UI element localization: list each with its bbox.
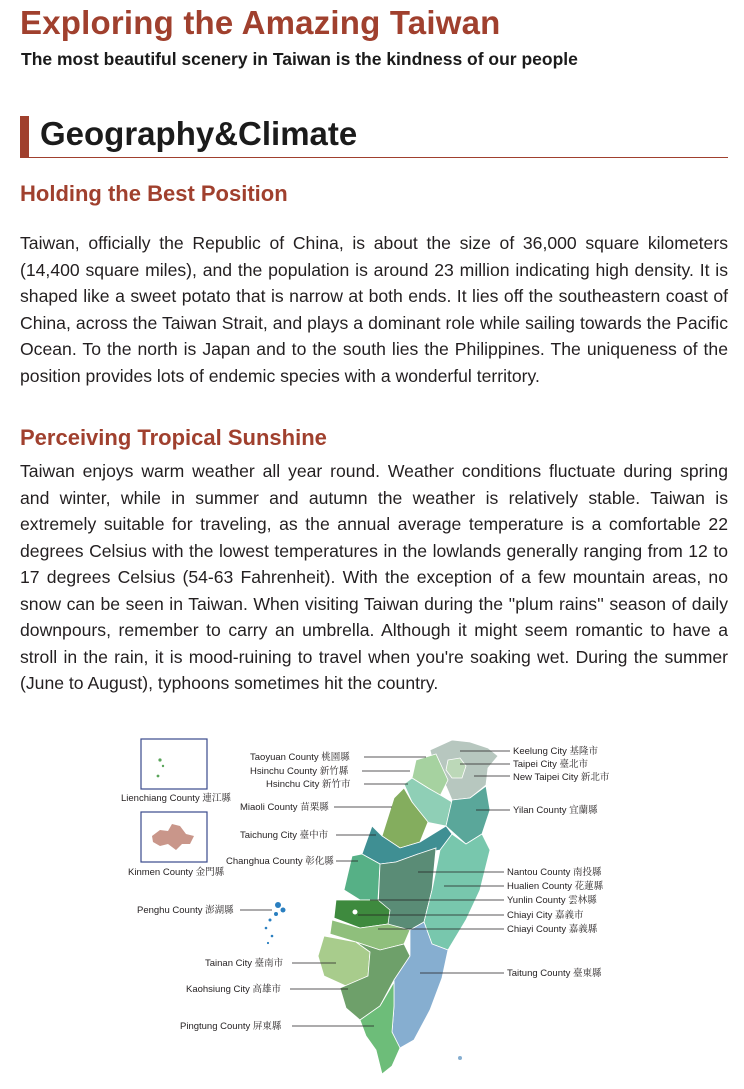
penghu-islands [265, 902, 286, 944]
lienchiang-island [157, 775, 160, 778]
map-svg [0, 730, 744, 1089]
map-label-taoyuan: Taoyuan County 桃園縣 [250, 752, 350, 763]
map-label-chiayi-city: Chiayi City 嘉義市 [507, 910, 584, 921]
map-label-yunlin: Yunlin County 雲林縣 [507, 895, 597, 906]
map-label-nantou: Nantou County 南投縣 [507, 867, 602, 878]
map-label-hsinchu-county: Hsinchu County 新竹縣 [250, 766, 349, 777]
map-label-chiayi-county: Chiayi County 嘉義縣 [507, 924, 598, 935]
map-label-yilan: Yilan County 宜蘭縣 [513, 805, 598, 816]
map-label-new-taipei: New Taipei City 新北市 [513, 772, 610, 783]
section-accent-bar [20, 116, 29, 157]
section-header [20, 115, 728, 158]
map-label-pingtung: Pingtung County 屏東縣 [180, 1021, 282, 1032]
map-label-taipei: Taipei City 臺北市 [513, 759, 588, 770]
map-label-keelung: Keelung City 基隆市 [513, 746, 599, 757]
inset-label-kinmen: Kinmen County 金門縣 [128, 867, 225, 878]
inset-label-lienchiang: Lienchiang County 連江縣 [121, 793, 231, 804]
page-title: Exploring the Amazing Taiwan [20, 4, 501, 41]
region-chiayi-city [352, 909, 358, 915]
climate-paragraph: Taiwan enjoys warm weather all year round. Weather conditions fluctuate during spring and winter, while in summer and autumn the weather is relatively stable. Taiwan is extremely suitable for traveling, as the annual average temperature is a comfortable 22 degrees Celsius with the lowest temperatures in the lowlands generally ranging from 12 to 17 degrees Celsius (54-63 Fahrenheit). With the exception of a few mountain areas, no snow can be seen in Taiwan. When visiting Taiwan during the ''plum rains'' season of daily downpours, remember to carry an umbrella. Although it might seem romantic to have a stroll in the rain, it is mood-ruining to travel when you're soaking wet. During the summer (June to August), typhoons sometimes hit the country. [20, 461, 728, 693]
taiwan-main-island [318, 740, 498, 1074]
page-subtitle: The most beautiful scenery in Taiwan is the kindness of our people [21, 49, 578, 69]
map-label-taichung: Taichung City 臺中市 [240, 830, 329, 841]
map-label-kaohsiung: Kaohsiung City 高雄市 [186, 984, 282, 995]
lienchiang-island [158, 758, 161, 761]
position-heading: Holding the Best Position [20, 181, 288, 206]
map-label-hualien: Hualien County 花蓮縣 [507, 881, 604, 892]
taiwan-county-map [0, 730, 744, 1089]
lienchiang-inset-frame [141, 739, 207, 789]
map-label-hsinchu-city: Hsinchu City 新竹市 [266, 779, 351, 790]
map-label-tainan: Tainan City 臺南市 [205, 958, 284, 969]
map-label-miaoli: Miaoli County 苗栗縣 [240, 802, 329, 813]
lienchiang-island [162, 765, 164, 767]
position-paragraph: Taiwan, officially the Republic of China, is about the size of 36,000 square kilometers (14,400 square miles), and the population is around 23 million indicating high density. It is shaped like a sweet potato that is narrow at both ends. It lies off the southeastern coast of China, across the Taiwan Strait, and plays a dominant role while sailing towards the Pacific Ocean. To the north is Japan and to the south lies the Philippines. The uniqueness of the position provides lots of endemic species with a wonderful territory. [20, 233, 728, 386]
map-label-penghu: Penghu County 澎湖縣 [137, 905, 234, 916]
map-label-taitung: Taitung County 臺東縣 [507, 968, 602, 979]
map-label-changhua: Changhua County 彰化縣 [226, 856, 334, 867]
section-title: Geography&Climate [40, 115, 358, 152]
climate-heading: Perceiving Tropical Sunshine [20, 425, 327, 450]
orchid-island [458, 1056, 462, 1060]
